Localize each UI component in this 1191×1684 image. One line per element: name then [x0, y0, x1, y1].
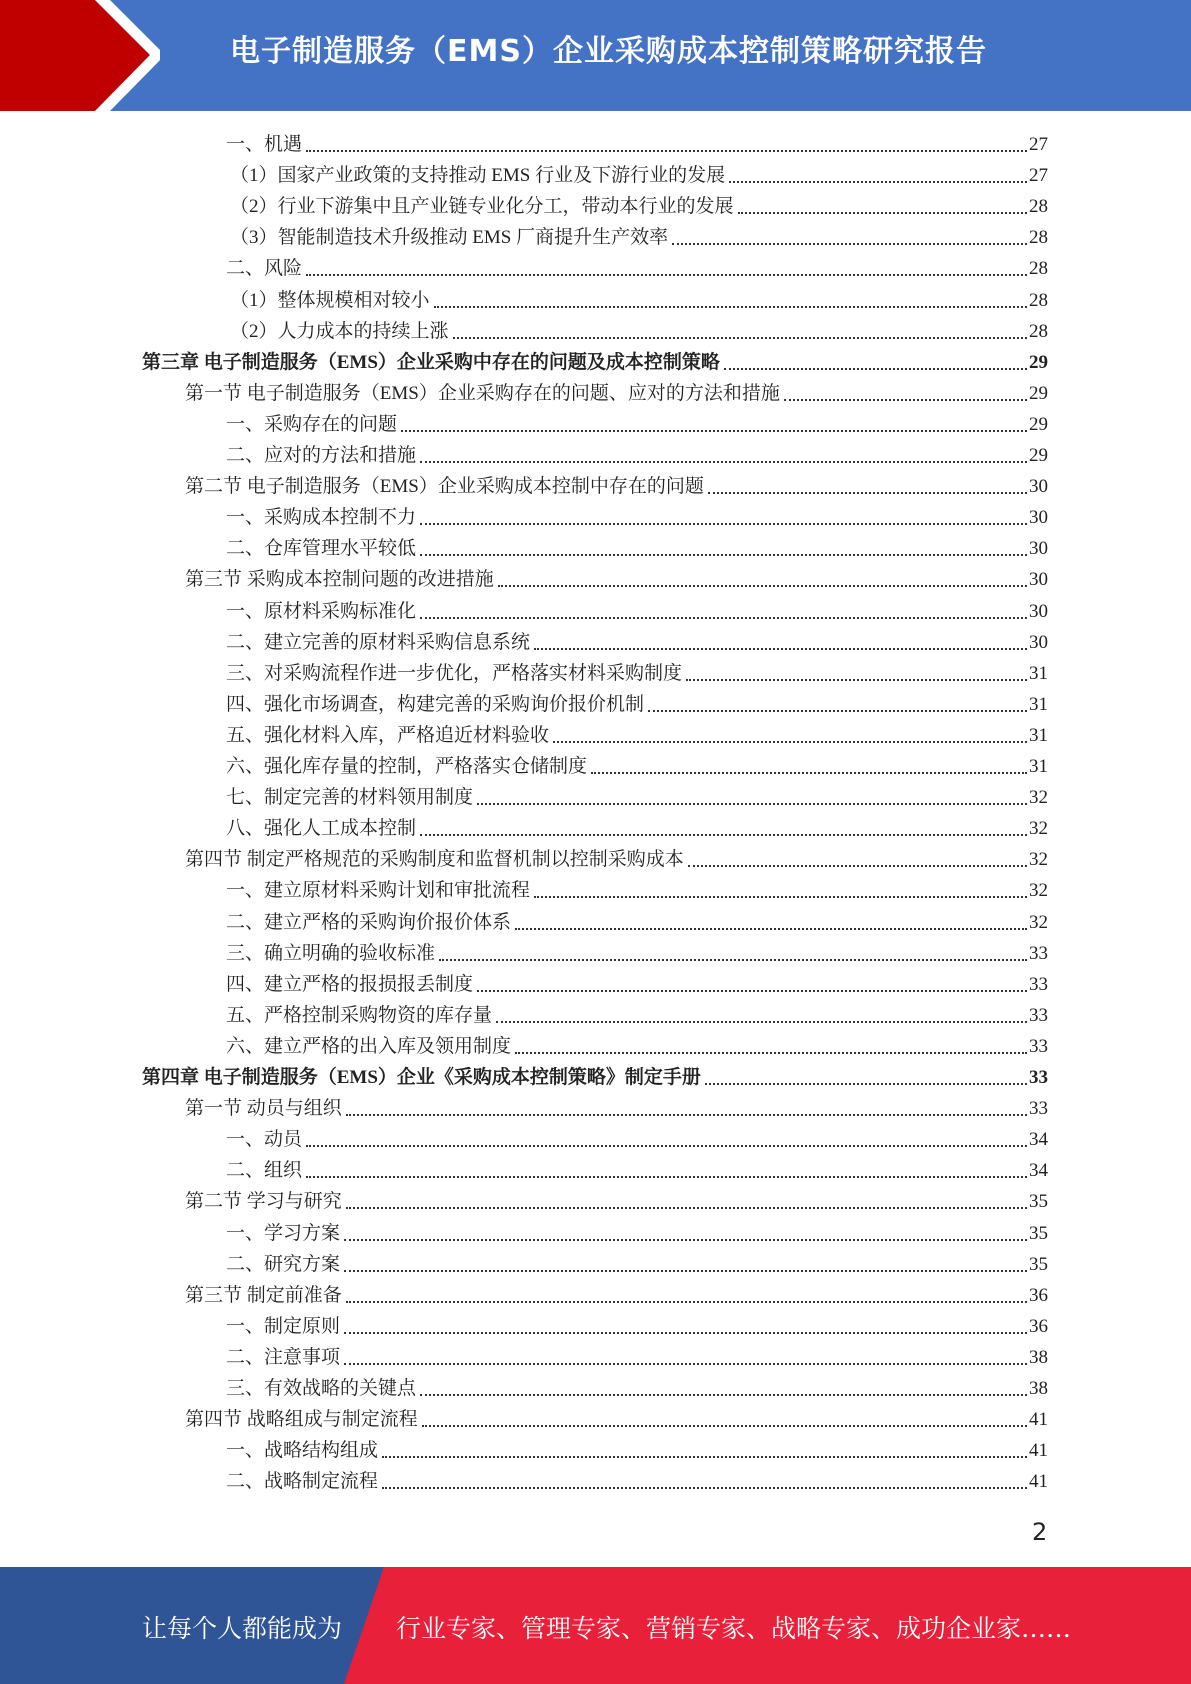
toc-entry-label: 第四节 战略组成与制定流程 — [185, 1409, 418, 1431]
toc-entry-label: 二、仓库管理水平较低 — [226, 538, 417, 560]
toc-entry-item[interactable] — [226, 998, 1048, 1029]
toc-entry-item[interactable] — [226, 251, 1048, 282]
toc-entry-page: 30 — [1029, 569, 1048, 591]
toc-entry-item[interactable] — [226, 811, 1048, 842]
toc-entry-item[interactable] — [226, 1153, 1048, 1184]
toc-entry-item[interactable] — [226, 594, 1048, 625]
toc-entry-sub[interactable] — [230, 283, 1048, 314]
toc-entry-item[interactable] — [226, 967, 1048, 998]
toc-entry-item[interactable] — [226, 1371, 1048, 1402]
toc-entry-label: 第一节 电子制造服务（EMS）企业采购存在的问题、应对的方法和措施 — [185, 382, 780, 404]
toc-entry-section[interactable] — [185, 1402, 1048, 1433]
toc-entry-label: 第三节 采购成本控制问题的改进措施 — [185, 569, 494, 591]
page-header — [0, 0, 1191, 111]
toc-entry-section[interactable] — [185, 1184, 1048, 1215]
toc-entry-section[interactable] — [185, 562, 1048, 593]
toc-entry-sub[interactable] — [230, 189, 1048, 220]
page-number: 2 — [1032, 1518, 1048, 1546]
toc-dot-leader — [382, 1455, 1027, 1458]
toc-dot-leader — [434, 305, 1027, 308]
toc-entry-page: 30 — [1029, 476, 1048, 498]
toc-entry-item[interactable] — [226, 1216, 1048, 1247]
toc-entry-page: 38 — [1029, 1378, 1048, 1399]
toc-entry-sub[interactable] — [230, 158, 1048, 189]
toc-entry-page: 33 — [1029, 1035, 1048, 1057]
toc-entry-label: 六、强化库存量的控制，严格落实仓储制度 — [226, 756, 588, 777]
toc-entry-label: （2）人力成本的持续上涨 — [230, 320, 449, 342]
toc-entry-label: 第三章 电子制造服务（EMS）企业采购中存在的问题及成本控制策略 — [142, 351, 720, 373]
toc-dot-leader — [672, 242, 1027, 245]
toc-entry-label: 第三节 制定前准备 — [185, 1284, 342, 1306]
toc-dot-leader — [346, 1113, 1027, 1116]
footer-slogan-left: 让每个人都能成为 — [142, 1614, 343, 1643]
toc-entry-page: 32 — [1029, 911, 1048, 933]
toc-entry-label: 三、确立明确的验收标准 — [226, 942, 436, 964]
toc-entry-page: 28 — [1029, 320, 1048, 342]
toc-dot-leader — [420, 1393, 1027, 1396]
toc-entry-item[interactable] — [226, 656, 1048, 687]
toc-entry-chapter[interactable] — [142, 345, 1048, 376]
toc-entry-page: 35 — [1029, 1253, 1048, 1275]
toc-entry-page: 41 — [1029, 1440, 1048, 1462]
toc-entry-label: 一、动员 — [226, 1129, 303, 1151]
toc-entry-chapter[interactable] — [142, 1060, 1048, 1091]
toc-entry-label: 七、制定完善的材料领用制度 — [226, 787, 474, 809]
toc-entry-section[interactable] — [185, 376, 1048, 407]
toc-entry-item[interactable] — [226, 1340, 1048, 1371]
toc-entry-section[interactable] — [185, 842, 1048, 873]
toc-dot-leader — [553, 740, 1027, 743]
toc-entry-page: 31 — [1029, 662, 1048, 684]
toc-entry-label: 二、组织 — [226, 1160, 303, 1182]
toc-entry-page: 41 — [1029, 1409, 1048, 1431]
toc-entry-item[interactable] — [226, 1464, 1048, 1495]
toc-dot-leader — [534, 895, 1027, 898]
toc-entry-page: 29 — [1029, 382, 1048, 404]
toc-dot-leader — [686, 678, 1027, 681]
toc-dot-leader — [477, 802, 1027, 805]
toc-dot-leader — [420, 616, 1027, 619]
toc-entry-label: 第四节 制定严格规范的采购制度和监督机制以控制采购成本 — [185, 849, 684, 871]
toc-entry-label: 第二节 电子制造服务（EMS）企业采购成本控制中存在的问题 — [185, 476, 704, 498]
toc-entry-item[interactable] — [226, 127, 1048, 158]
toc-entry-page: 27 — [1029, 134, 1048, 155]
toc-dot-leader — [401, 429, 1027, 432]
toc-entry-page: 33 — [1029, 1098, 1048, 1120]
toc-entry-label: 五、强化材料入库，严格追近材料验收 — [226, 724, 550, 746]
toc-entry-label: 第二节 学习与研究 — [185, 1191, 342, 1213]
toc-entry-label: 一、制定原则 — [226, 1315, 341, 1337]
toc-entry-label: 三、有效战略的关键点 — [226, 1378, 417, 1399]
toc-entry-sub[interactable] — [230, 314, 1048, 345]
toc-entry-page: 36 — [1029, 1315, 1048, 1337]
toc-entry-label: 六、建立严格的出入库及领用制度 — [226, 1035, 512, 1057]
toc-entry-label: 一、建立原材料采购计划和审批流程 — [226, 880, 531, 902]
toc-entry-label: 三、对采购流程作进一步优化，严格落实材料采购制度 — [226, 662, 683, 684]
toc-dot-leader — [648, 709, 1027, 712]
toc-entry-item[interactable] — [226, 780, 1048, 811]
toc-entry-page: 34 — [1029, 1129, 1048, 1151]
toc-entry-label: 一、战略结构组成 — [226, 1440, 379, 1462]
toc-dot-leader — [708, 491, 1027, 494]
toc-entry-item[interactable] — [226, 905, 1048, 936]
toc-dot-leader — [729, 180, 1027, 183]
toc-entry-label: 二、研究方案 — [226, 1253, 341, 1275]
toc-dot-leader — [382, 1486, 1027, 1489]
toc-dot-leader — [346, 1300, 1027, 1303]
toc-entry-label: 二、建立完善的原材料采购信息系统 — [226, 631, 531, 653]
toc-entry-page: 33 — [1029, 1004, 1048, 1026]
toc-entry-page: 31 — [1029, 693, 1048, 715]
toc-dot-leader — [306, 273, 1027, 276]
toc-entry-label: 八、强化人工成本控制 — [226, 818, 417, 840]
toc-entry-label: 四、建立严格的报损报丢制度 — [226, 973, 474, 995]
toc-entry-section[interactable] — [185, 1278, 1048, 1309]
toc-dot-leader — [306, 1144, 1027, 1147]
toc-dot-leader — [420, 522, 1027, 525]
toc-entry-page: 30 — [1029, 600, 1048, 622]
toc-entry-label: 一、学习方案 — [226, 1222, 341, 1244]
toc-entry-label: 一、采购存在的问题 — [226, 413, 398, 435]
toc-dot-leader — [515, 1051, 1027, 1054]
toc-entry-page: 36 — [1029, 1284, 1048, 1306]
toc-entry-page: 32 — [1029, 880, 1048, 902]
toc-entry-section[interactable] — [185, 469, 1048, 500]
toc-entry-item[interactable] — [226, 1433, 1048, 1464]
toc-dot-leader — [344, 1269, 1027, 1272]
toc-entry-page: 33 — [1029, 942, 1048, 964]
toc-entry-item[interactable] — [226, 407, 1048, 438]
toc-entry-label: （1）国家产业政策的支持推动 EMS 行业及下游行业的发展 — [230, 165, 726, 187]
toc-entry-label: 二、应对的方法和措施 — [226, 445, 417, 466]
toc-dot-leader — [534, 647, 1027, 650]
toc-dot-leader — [784, 398, 1027, 401]
toc-entry-page: 30 — [1029, 631, 1048, 653]
toc-dot-leader — [420, 833, 1027, 836]
toc-entry-section[interactable] — [185, 1091, 1048, 1122]
toc-entry-item[interactable] — [226, 1309, 1048, 1340]
toc-entry-item[interactable] — [226, 873, 1048, 904]
toc-entry-item[interactable] — [226, 687, 1048, 718]
toc-entry-label: 一、机遇 — [226, 134, 303, 155]
toc-dot-leader — [738, 211, 1027, 214]
toc-dot-leader — [344, 1362, 1027, 1365]
toc-dot-leader — [724, 367, 1027, 370]
toc-entry-page: 27 — [1029, 165, 1048, 187]
toc-entry-item[interactable] — [226, 438, 1048, 469]
toc-dot-leader — [477, 989, 1027, 992]
toc-entry-page: 30 — [1029, 538, 1048, 560]
toc-entry-page: 32 — [1029, 818, 1048, 840]
toc-dot-leader — [705, 1082, 1027, 1085]
toc-dot-leader — [591, 771, 1027, 774]
toc-entry-page: 29 — [1029, 351, 1048, 373]
toc-dot-leader — [496, 1020, 1027, 1023]
toc-entry-label: （1）整体规模相对较小 — [230, 289, 430, 311]
toc-dot-leader — [420, 553, 1027, 556]
toc-entry-page: 38 — [1029, 1346, 1048, 1368]
footer-slogan-right: 行业专家、管理专家、营销专家、战略专家、成功企业家…… — [396, 1614, 1072, 1643]
toc-entry-label: 五、严格控制采购物资的库存量 — [226, 1004, 493, 1026]
toc-entry-page: 29 — [1029, 445, 1048, 466]
toc-entry-label: （3）智能制造技术升级推动 EMS 厂商提升生产效率 — [230, 227, 669, 249]
toc-entry-page: 28 — [1029, 258, 1048, 280]
toc-dot-leader — [344, 1331, 1027, 1334]
toc-entry-label: 二、风险 — [226, 258, 303, 280]
toc-entry-page: 35 — [1029, 1222, 1048, 1244]
toc-entry-item[interactable] — [226, 531, 1048, 562]
toc-entry-item[interactable] — [226, 718, 1048, 749]
toc-dot-leader — [498, 584, 1027, 587]
toc-entry-label: 二、注意事项 — [226, 1346, 341, 1368]
toc-dot-leader — [422, 1424, 1027, 1427]
toc-dot-leader — [420, 460, 1027, 463]
toc-entry-page: 33 — [1029, 973, 1048, 995]
header-title: 电子制造服务（EMS）企业采购成本控制策略研究报告 — [230, 34, 987, 69]
toc-entry-label: （2）行业下游集中且产业链专业化分工，带动本行业的发展 — [230, 196, 734, 218]
toc-entry-item[interactable] — [226, 1122, 1048, 1153]
toc-entry-sub[interactable] — [230, 220, 1048, 251]
toc-entry-label: 一、原材料采购标准化 — [226, 600, 417, 622]
toc-entry-item[interactable] — [226, 936, 1048, 967]
toc-entry-page: 34 — [1029, 1160, 1048, 1182]
toc-dot-leader — [515, 927, 1027, 930]
toc-dot-leader — [453, 336, 1027, 339]
page-footer — [0, 1567, 1191, 1684]
toc-dot-leader — [306, 149, 1027, 152]
header-arrow-icon — [0, 0, 160, 111]
toc-entry-page: 35 — [1029, 1191, 1048, 1213]
toc-entry-label: 一、采购成本控制不力 — [226, 507, 417, 529]
toc-entry-page: 31 — [1029, 756, 1048, 777]
toc-entry-label: 第四章 电子制造服务（EMS）企业《采购成本控制策略》制定手册 — [142, 1067, 701, 1088]
toc-dot-leader — [346, 1206, 1027, 1209]
toc-dot-leader — [688, 864, 1027, 867]
toc-entry-item[interactable] — [226, 625, 1048, 656]
toc-dot-leader — [344, 1238, 1027, 1241]
toc-entry-label: 二、建立严格的采购询价报价体系 — [226, 911, 512, 933]
toc-dot-leader — [439, 958, 1027, 961]
toc-entry-page: 28 — [1029, 227, 1048, 249]
toc-entry-label: 二、战略制定流程 — [226, 1471, 379, 1493]
toc-entry-label: 四、强化市场调查，构建完善的采购询价报价机制 — [226, 693, 645, 715]
toc-entry-page: 28 — [1029, 196, 1048, 218]
toc-entry-item[interactable] — [226, 749, 1048, 780]
toc-entry-page: 32 — [1029, 787, 1048, 809]
toc-entry-item[interactable] — [226, 500, 1048, 531]
toc-dot-leader — [306, 1175, 1027, 1178]
toc-entry-item[interactable] — [226, 1247, 1048, 1278]
toc-entry-page: 32 — [1029, 849, 1048, 871]
toc-entry-label: 第一节 动员与组织 — [185, 1098, 342, 1120]
toc-entry-page: 29 — [1029, 413, 1048, 435]
toc-entry-page: 31 — [1029, 724, 1048, 746]
toc-entry-page: 41 — [1029, 1471, 1048, 1493]
toc-entry-page: 33 — [1029, 1067, 1048, 1088]
toc-entry-page: 28 — [1029, 289, 1048, 311]
toc-entry-item[interactable] — [226, 1029, 1048, 1060]
toc-entry-page: 30 — [1029, 507, 1048, 529]
